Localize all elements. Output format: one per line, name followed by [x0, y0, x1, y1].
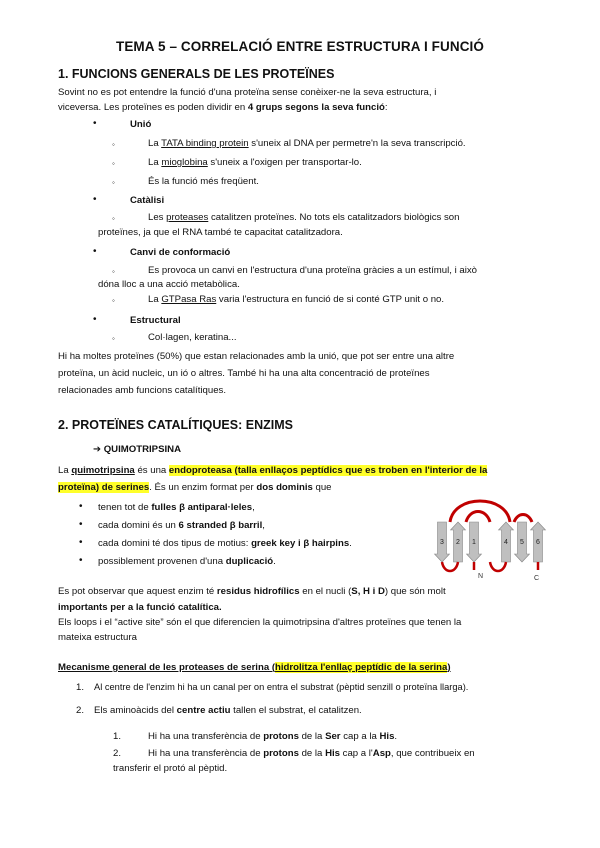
strand-label: 3 — [440, 539, 444, 546]
strand-label: 6 — [536, 539, 540, 546]
text: Les — [148, 212, 167, 223]
highlighted-text: endoproteasa (talla enllaços peptídics que es troben en l'interior de la — [168, 465, 488, 476]
intro-line-2 — [58, 100, 388, 115]
turn-connector — [442, 562, 458, 571]
step-2-text — [94, 703, 362, 718]
text: . — [349, 538, 352, 549]
intro-colon: : — [384, 102, 388, 113]
bold-term: greek key i β hairpins — [251, 538, 350, 549]
sub-bullet-icon: ◦ — [112, 178, 115, 187]
text: Els aminoàcids del — [94, 705, 177, 716]
underlined-term: quimotripsina — [71, 465, 135, 476]
text: cada domini té dos tipus de motius: — [98, 538, 252, 549]
catalisi-item-1-cont: proteïnes, ja que el RNA també te capacitat catalitzadora. — [98, 227, 343, 238]
bold-term: centre actiu — [176, 705, 231, 716]
quimotripsina-para-line-1 — [58, 463, 487, 478]
text: . — [273, 556, 276, 567]
bold-term: 6 stranded β barril — [178, 520, 263, 531]
sub-bullet-icon: ◦ — [112, 140, 115, 149]
text: s'uneix al DNA per permetre'n la seva transcripció. — [248, 138, 466, 149]
canvi-item-1-cont: dóna lloc a una acció metabòlica. — [98, 279, 240, 290]
bullet-icon: • — [93, 194, 97, 205]
step-2-number: 2. — [76, 705, 85, 716]
estructural-item-1: Col·lagen, keratina... — [148, 332, 237, 343]
domain-bullet-4 — [98, 554, 276, 569]
bullet-icon: • — [93, 118, 97, 129]
underlined-term: mioglobina — [161, 157, 208, 168]
substep-2-cont: transferir el protó al pèptid. — [113, 763, 228, 774]
strand-label: 1 — [472, 539, 476, 546]
intro-bold: 4 grups segons la seva funció — [247, 102, 385, 113]
bold-term: importants per a la — [58, 602, 147, 613]
group-name-canvi: Canvi de conformació — [130, 247, 231, 258]
closing-line-3: relacionades amb funcions catalítiques. — [58, 385, 226, 396]
group-name-catalisi: Catàlisi — [130, 195, 165, 206]
intro-line-1: Sovint no es pot entendre la funció d'una proteïna sense conèixer-ne la seva estructura, i — [58, 87, 437, 98]
quimotripsina-para-line-2 — [58, 480, 332, 495]
text: ) — [447, 662, 451, 673]
underlined-term: GTPasa Ras — [161, 294, 217, 305]
sub-bullet-icon: ◦ — [112, 159, 115, 168]
text: Hi ha una transferència de — [148, 748, 264, 759]
text: tenen tot de — [98, 502, 152, 513]
bold-term: protons — [263, 748, 299, 759]
text: varia l'estructura en funció de si conté GTP unit o no. — [216, 294, 445, 305]
page-title: TEMA 5 – CORRELACIÓ ENTRE ESTRUCTURA I FUNCIÓ — [115, 39, 484, 54]
text: Es pot observar que aquest enzim té — [58, 586, 217, 597]
unio-item-3: És la funció més freqüent. — [148, 176, 259, 187]
group-name-estructural: Estructural — [130, 315, 181, 326]
strand-label: 4 — [504, 539, 508, 546]
strand-label: 2 — [456, 539, 460, 546]
text: cap a l' — [340, 748, 373, 759]
bold-term: dos dominis — [256, 482, 313, 493]
bullet-icon: • — [79, 555, 83, 566]
mechanism-title: Mecanisme general de les proteases de serina ( — [58, 662, 276, 673]
subheading-quimotripsina — [93, 442, 181, 457]
intro-text: viceversa. Les proteïnes es poden dividir en — [58, 102, 248, 113]
sub-bullet-icon: ◦ — [112, 267, 115, 276]
bold-term: fulles β antiparal·leles — [151, 502, 253, 513]
step-1-number: 1. — [76, 682, 85, 693]
section-1-heading: 1. FUNCIONS GENERALS DE LES PROTEÏNES — [58, 67, 335, 81]
canvi-item-1: Es provoca un canvi en l'estructura d'una proteïna gràcies a un estímul, i això — [148, 265, 477, 276]
text: , — [262, 520, 265, 531]
text: tallen el substrat, el catalitzen. — [230, 705, 362, 716]
loops-line-1: Els loops i el “active site” són el que diferencien la quimotripsina d'altres proteïnes que tenen la — [58, 617, 462, 628]
n-terminus-label: N — [478, 573, 484, 580]
bullet-icon: • — [79, 537, 83, 548]
text: possiblement provenen d'una — [98, 556, 226, 567]
highlighted-text: hidrolitza l'enllaç peptídic de la serina — [275, 662, 448, 673]
sub-bullet-icon: ◦ — [112, 334, 115, 343]
observation-line-1 — [58, 584, 446, 599]
text: Hi ha una transferència de — [148, 731, 264, 742]
loops-line-2: mateixa estructura — [58, 632, 137, 643]
beta-barrel-topology-figure — [428, 496, 548, 582]
text: , — [252, 502, 255, 513]
text: de la — [298, 748, 326, 759]
text: de la — [298, 731, 326, 742]
bold-term: Asp — [372, 748, 391, 759]
text: La — [148, 157, 162, 168]
substep-1-number: 1. — [113, 731, 122, 742]
loop-connector — [466, 512, 490, 523]
text: La — [148, 294, 162, 305]
substep-2-number: 2. — [113, 748, 122, 759]
underlined-term: TATA binding protein — [161, 138, 249, 149]
text: s'uneix a l'oxigen per transportar-lo. — [207, 157, 362, 168]
domain-bullet-1 — [98, 500, 255, 515]
mechanism-heading — [58, 660, 451, 675]
highlighted-text: proteïna) de serines — [58, 482, 150, 493]
text: en el nucli ( — [299, 586, 352, 597]
text: . — [394, 731, 398, 742]
text: La — [148, 138, 162, 149]
bold-term: Ser — [325, 731, 341, 742]
sub-bullet-icon: ◦ — [112, 214, 115, 223]
text: que — [312, 482, 332, 493]
text: . És un enzim format per — [149, 482, 257, 493]
arrow-icon: ➔ — [93, 444, 102, 455]
bold-term: funció catalítica. — [146, 602, 222, 613]
text: cada domini és un — [98, 520, 179, 531]
subheading-text: QUIMOTRIPSINA — [103, 444, 182, 455]
bold-term: His — [379, 731, 395, 742]
loop-connector — [514, 515, 532, 523]
catalisi-item-1 — [148, 210, 459, 225]
text: La — [58, 465, 72, 476]
bold-term: duplicació — [225, 556, 274, 567]
domain-bullet-3 — [98, 536, 352, 551]
text: catalitzen proteïnes. No tots els catalitzadors biològics son — [208, 212, 460, 223]
bullet-icon: • — [93, 314, 97, 325]
c-terminus-label: C — [534, 575, 540, 582]
turn-connector — [490, 562, 506, 571]
unio-item-1 — [148, 136, 466, 151]
group-name-unio: Unió — [130, 119, 152, 130]
text: és una — [134, 465, 169, 476]
closing-line-1: Hi ha moltes proteïnes (50%) que estan relacionades amb la unió, que pot ser entre una altre — [58, 351, 455, 362]
underlined-term: proteases — [166, 212, 209, 223]
substep-1-text — [148, 729, 397, 744]
unio-item-2 — [148, 155, 362, 170]
domain-bullet-2 — [98, 518, 265, 533]
section-2-heading: 2. PROTEÏNES CATALÍTIQUES: ENZIMS — [58, 418, 293, 432]
text: , que contribueix en — [390, 748, 475, 759]
bold-term: S, H i D — [351, 586, 385, 597]
strand-label: 5 — [520, 539, 524, 546]
bullet-icon: • — [79, 519, 83, 530]
step-1-text: Al centre de l'enzim hi ha un canal per on entra el substrat (pèptid senzill o proteïna llarga). — [94, 682, 469, 692]
bold-term: residus hidrofílics — [216, 586, 300, 597]
observation-line-2 — [58, 600, 222, 615]
sub-bullet-icon: ◦ — [112, 296, 115, 305]
closing-line-2: proteïna, un àcid nucleic, un ió o altres. També hi ha una alta concentració de proteïnes — [58, 368, 430, 379]
bullet-icon: • — [79, 501, 83, 512]
bold-term: protons — [263, 731, 299, 742]
canvi-item-2 — [148, 292, 444, 307]
text: ) que són molt — [384, 586, 446, 597]
text: cap a la — [340, 731, 380, 742]
bullet-icon: • — [93, 246, 97, 257]
bold-term: His — [325, 748, 340, 759]
substep-2-text — [148, 746, 475, 761]
